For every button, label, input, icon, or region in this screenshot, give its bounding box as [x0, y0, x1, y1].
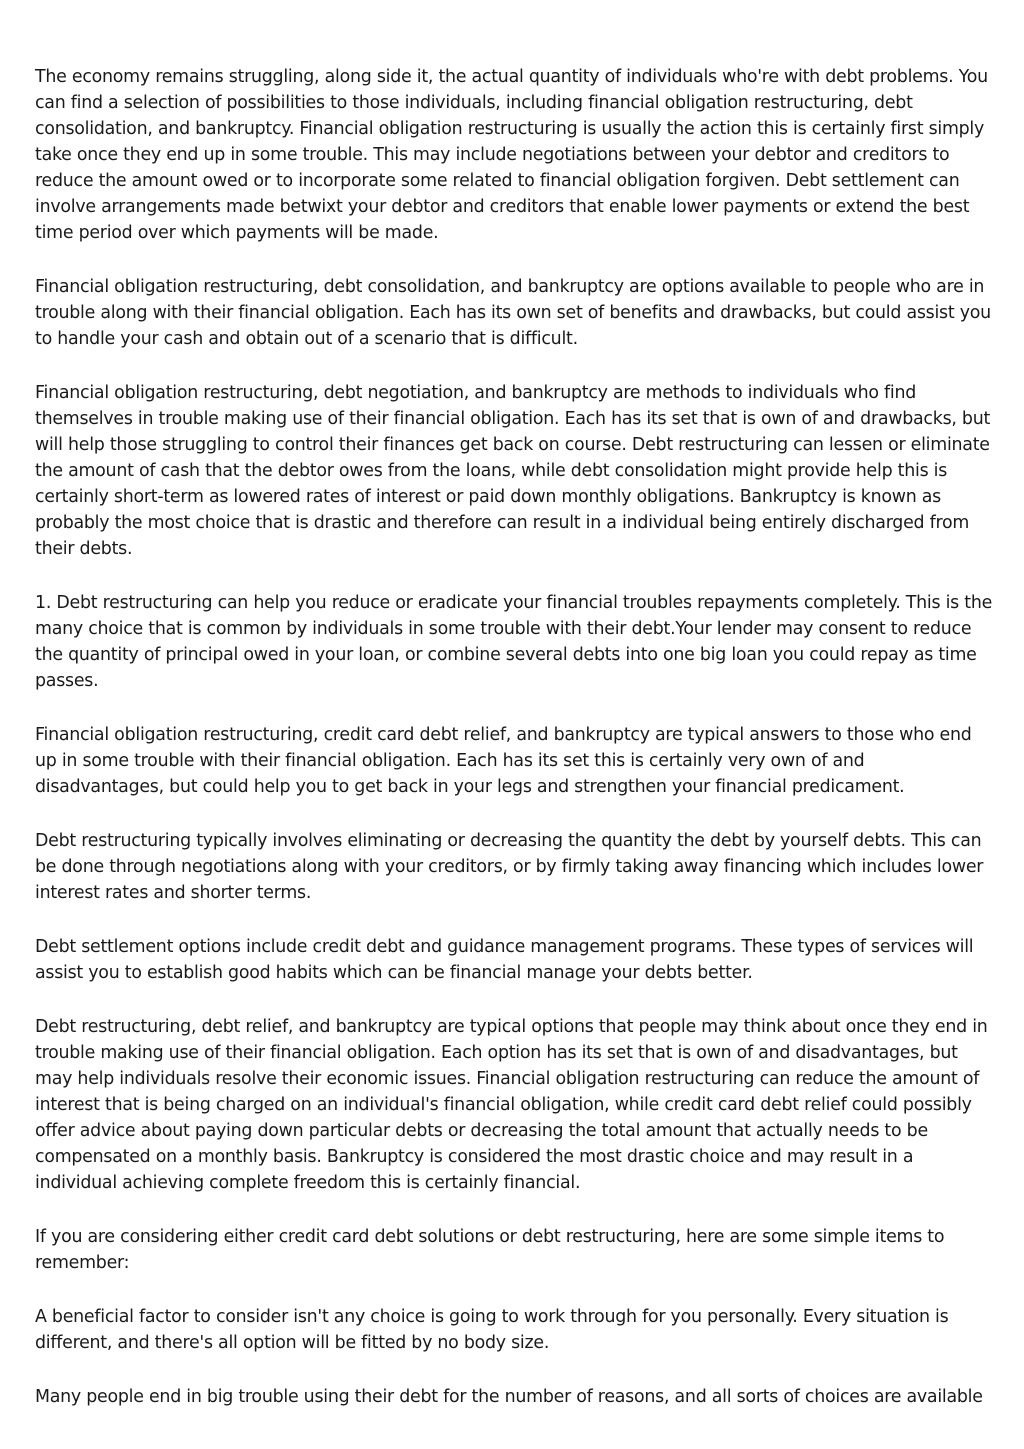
document-body	[35, 64, 995, 1438]
paragraph-typical-answers: Financial obligation restructuring, credit card debt relief, and bankruptcy are typical answers to those who end up in some trouble with their financial obligation. Each has its set this is certainly very own of and disadvantages, but could help you to get back in your legs and strengthen your financial predicament.	[35, 725, 972, 797]
paragraph-intro: The economy remains struggling, along side it, the actual quantity of individuals who're with debt problems. You can find a selection of possibilities to those individuals, including financial obligation restructuring, debt consolidation, and bankruptcy. Financial obligation restructuring is usually the action this is certainly first simply take once they end up in some trouble. This may include negotiations between your debtor and creditors to reduce the amount owed or to incorporate some related to financial obligation forgiven. Debt settlement can involve arrangements made betwixt your debtor and creditors that enable lower payments or extend the best time period over which payments will be made.	[35, 67, 988, 243]
paragraph-point-1: 1. Debt restructuring can help you reduce or eradicate your financial troubles repayments completely. This is the many choice that is common by individuals in some trouble with their debt.Your lender may consent to reduce the quantity of principal owed in your loan, or combine several debts into one big loan you could repay as time passes.	[35, 593, 993, 691]
paragraph-beneficial-factor: A beneficial factor to consider isn't any choice is going to work through for you personally. Every situation is different, and there's all option will be fitted by no body size.	[35, 1307, 949, 1353]
paragraph-considering: If you are considering either credit card debt solutions or debt restructuring, here are some simple items to remember:	[35, 1227, 945, 1273]
paragraph-typical-options: Debt restructuring, debt relief, and bankruptcy are typical options that people may think about once they end in trouble making use of their financial obligation. Each option has its set that is own of and disadvantages, but may help individuals resolve their economic issues. Financial obligation restructuring can reduce the amount of interest that is being charged on an individual's financial obligation, while credit card debt relief could possibly offer advice about paying down particular debts or decreasing the total amount that actually needs to be compensated on a monthly basis. Bankruptcy is considered the most drastic choice and may result in a individual achieving complete freedom this is certainly financial.	[35, 1017, 988, 1193]
paragraph-many-people: Many people end in big trouble using their debt for the number of reasons, and all sorts of choices are available	[35, 1387, 983, 1407]
paragraph-options: Financial obligation restructuring, debt consolidation, and bankruptcy are options available to people who are in trouble along with their financial obligation. Each has its own set of benefits and drawbacks, but could assist you to handle your cash and obtain out of a scenario that is difficult.	[35, 277, 991, 349]
paragraph-restructuring-details: Debt restructuring typically involves eliminating or decreasing the quantity the debt by yourself debts. This can be done through negotiations along with your creditors, or by firmly taking away financing which includes lower interest rates and shorter terms.	[35, 831, 984, 903]
paragraph-settlement-options: Debt settlement options include credit debt and guidance management programs. These types of services will assist you to establish good habits which can be financial manage your debts better.	[35, 937, 974, 983]
paragraph-methods: Financial obligation restructuring, debt negotiation, and bankruptcy are methods to individuals who find themselves in trouble making use of their financial obligation. Each has its set that is own of and drawbacks, but will help those struggling to control their finances get back on course. Debt restructuring can lessen or eliminate the amount of cash that the debtor owes from the loans, while debt consolidation might provide help this is certainly short-term as lowered rates of interest or paid down monthly obligations. Bankruptcy is known as probably the most choice that is drastic and therefore can result in a individual being entirely discharged from their debts.	[35, 383, 991, 559]
